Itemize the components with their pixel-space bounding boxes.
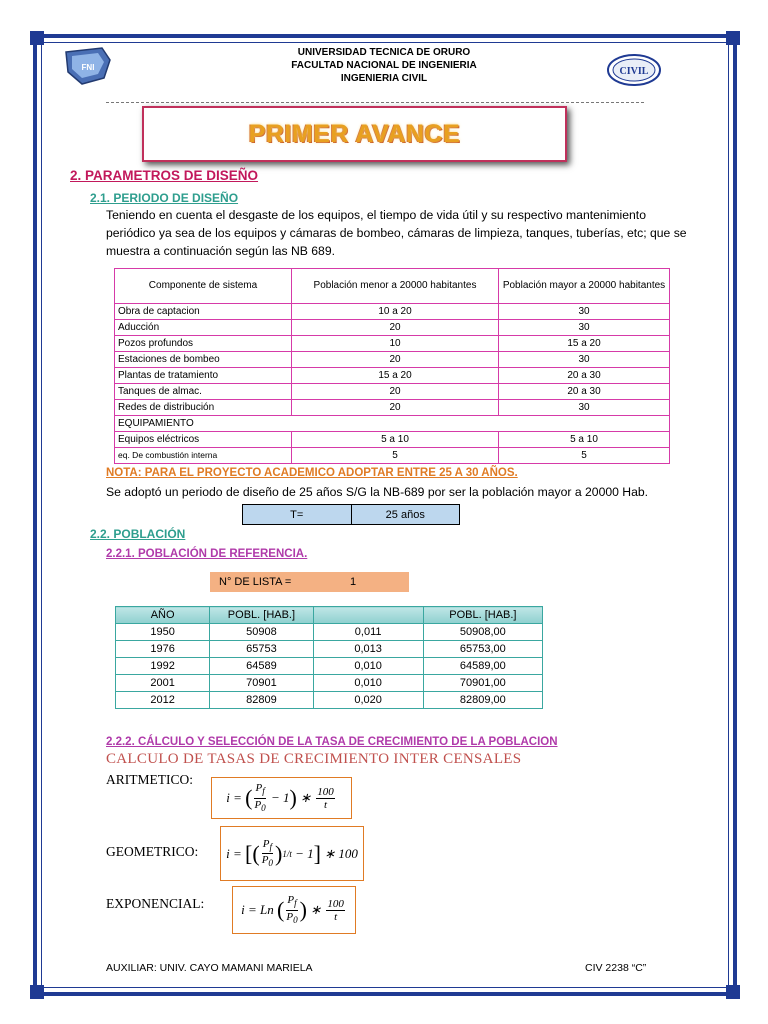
svg-text:CIVIL: CIVIL <box>619 66 649 77</box>
aritmetico-label: ARITMETICO: <box>106 772 193 787</box>
table-group-label: EQUIPAMIENTO <box>115 416 670 432</box>
design-period-box <box>242 504 460 525</box>
table-cell: 70901 <box>210 675 313 692</box>
table-cell: 30 <box>499 304 670 320</box>
corner-decoration <box>726 31 740 45</box>
table-header <box>313 607 423 624</box>
adopted-period-text: Se adoptó un periodo de diseño de 25 años S/G la NB-689 por ser la población mayor a 20000 Hab. <box>106 485 649 499</box>
table-cell: 0,011 <box>313 624 423 641</box>
corner-decoration <box>726 985 740 999</box>
footer-course: CIV 2238 “C” <box>585 962 647 974</box>
table-cell: 64589 <box>210 658 313 675</box>
table-cell: 50908 <box>210 624 313 641</box>
periodo-paragraph: Teniendo en cuenta el desgaste de los equipos, el tiempo de vida útil y su respectivo mantenimiento periódico ya sea de los equipos y cámaras de bombeo, cámaras de limpieza, tanques, tuberías, etc; que se muestra a continuación según las NB 689. <box>106 208 687 258</box>
table-cell: 2012 <box>116 692 210 709</box>
table-cell: 5 a 10 <box>499 432 670 448</box>
table-cell: 82809,00 <box>423 692 542 709</box>
table-cell: Aducción <box>115 320 292 336</box>
aritmetico-formula: i = ( $\frac{P_f}{P_0}$ − 1 ) ∗ $\frac{100}{t}$ <box>211 777 352 819</box>
table-cell: 15 a 20 <box>292 368 499 384</box>
list-number-label: N° DE LISTA = <box>219 576 292 588</box>
banner-title: PRIMER AVANCE <box>248 119 461 148</box>
table-row <box>116 658 543 675</box>
table-row <box>115 384 670 400</box>
table-cell: 65753,00 <box>423 641 542 658</box>
table-cell: 20 <box>292 352 499 368</box>
table-cell: 70901,00 <box>423 675 542 692</box>
table-cell: 5 <box>292 448 499 464</box>
tasa-heading: 2.2.2. CÁLCULO Y SELECCIÓN DE LA TASA DE CRECIMIENTO DE LA POBLACION <box>106 736 558 748</box>
table-cell: 30 <box>499 400 670 416</box>
table-row <box>115 336 670 352</box>
footer-author: AUXILIAR: UNIV. CAYO MAMANI MARIELA <box>106 962 313 974</box>
table-cell: 82809 <box>210 692 313 709</box>
faculty-name: FACULTAD NACIONAL DE INGENIERIA <box>291 60 477 71</box>
exponencial-formula: i = Ln ( $\frac{P_f}{P_0}$ ) ∗ $\frac{100}{t}$ <box>232 886 356 934</box>
t-value: 25 años <box>351 505 460 524</box>
table-cell: 1950 <box>116 624 210 641</box>
table-cell: Tanques de almac. <box>115 384 292 400</box>
exponencial-label: EXPONENCIAL: <box>106 896 205 911</box>
table-cell: eq. De combustión interna <box>115 448 292 464</box>
table-cell: 50908,00 <box>423 624 542 641</box>
table-cell: 64589,00 <box>423 658 542 675</box>
table-cell: Equipos eléctricos <box>115 432 292 448</box>
table-cell: 20 a 30 <box>499 368 670 384</box>
table-cell: 10 a 20 <box>292 304 499 320</box>
table-row <box>116 641 543 658</box>
table-cell: 20 <box>292 400 499 416</box>
list-number-box <box>210 572 409 592</box>
table-row <box>115 432 670 448</box>
table-row <box>115 400 670 416</box>
list-number-value: 1 <box>350 576 357 588</box>
table-cell: 2001 <box>116 675 210 692</box>
table-header: AÑO <box>116 607 210 624</box>
table-header: Componente de sistema <box>115 269 292 304</box>
table-cell: Obra de captacion <box>115 304 292 320</box>
table-row <box>115 352 670 368</box>
table-cell: 0,010 <box>313 658 423 675</box>
table-cell: 20 a 30 <box>499 384 670 400</box>
table-row <box>116 624 543 641</box>
corner-decoration <box>30 985 44 999</box>
table-row <box>116 692 543 709</box>
table-cell: 5 <box>499 448 670 464</box>
table-cell: 1992 <box>116 658 210 675</box>
table-row <box>115 304 670 320</box>
t-label: T= <box>290 508 304 521</box>
table-row <box>115 448 670 464</box>
poblacion-referencia-heading: 2.2.1. POBLACIÓN DE REFERENCIA. <box>106 548 308 560</box>
nota-text: NOTA: PARA EL PROYECTO ACADEMICO ADOPTAR ENTRE 25 A 30 AÑOS. <box>106 467 518 479</box>
table-cell: Plantas de tratamiento <box>115 368 292 384</box>
geometrico-label: GEOMETRICO: <box>106 844 199 859</box>
population-table <box>115 606 543 709</box>
table-cell: 0,013 <box>313 641 423 658</box>
table-cell: 65753 <box>210 641 313 658</box>
table-header: Población mayor a 20000 habitantes <box>499 269 670 304</box>
title-banner <box>142 106 567 162</box>
table-cell: 20 <box>292 384 499 400</box>
table-cell: Pozos profundos <box>115 336 292 352</box>
table-header: POBL. [HAB.] <box>423 607 542 624</box>
geometrico-formula: i = [ ( $\frac{P_f}{P_0}$ ) 1/t − 1 ] ∗ 100 <box>220 826 364 881</box>
section-heading: 2. PARAMETROS DE DISEÑO <box>70 168 259 183</box>
table-header: Población menor a 20000 habitantes <box>292 269 499 304</box>
table-cell: 10 <box>292 336 499 352</box>
table-row <box>116 675 543 692</box>
poblacion-heading: 2.2. POBLACIÓN <box>90 527 186 541</box>
table-cell: 0,020 <box>313 692 423 709</box>
table-group-row <box>115 416 670 432</box>
university-name: UNIVERSIDAD TECNICA DE ORURO <box>297 47 471 58</box>
department-name: INGENIERIA CIVIL <box>340 73 428 84</box>
table-cell: 1976 <box>116 641 210 658</box>
corner-decoration <box>30 31 44 45</box>
periodo-heading: 2.1. PERIODO DE DISEÑO <box>90 191 239 205</box>
design-period-table <box>114 268 670 464</box>
table-cell: 15 a 20 <box>499 336 670 352</box>
table-cell: 30 <box>499 320 670 336</box>
table-cell: 30 <box>499 352 670 368</box>
table-cell: 5 a 10 <box>292 432 499 448</box>
svg-text:FNI: FNI <box>81 63 95 72</box>
calc-title: CALCULO DE TASAS DE CRECIMIENTO INTER CENSALES <box>106 751 522 767</box>
table-row <box>115 320 670 336</box>
table-cell: 20 <box>292 320 499 336</box>
table-cell: Redes de distribución <box>115 400 292 416</box>
table-cell: Estaciones de bombeo <box>115 352 292 368</box>
table-cell: 0,010 <box>313 675 423 692</box>
table-row <box>115 368 670 384</box>
table-header: POBL. [HAB.] <box>210 607 313 624</box>
document-header <box>0 46 768 85</box>
header-divider <box>106 102 644 103</box>
